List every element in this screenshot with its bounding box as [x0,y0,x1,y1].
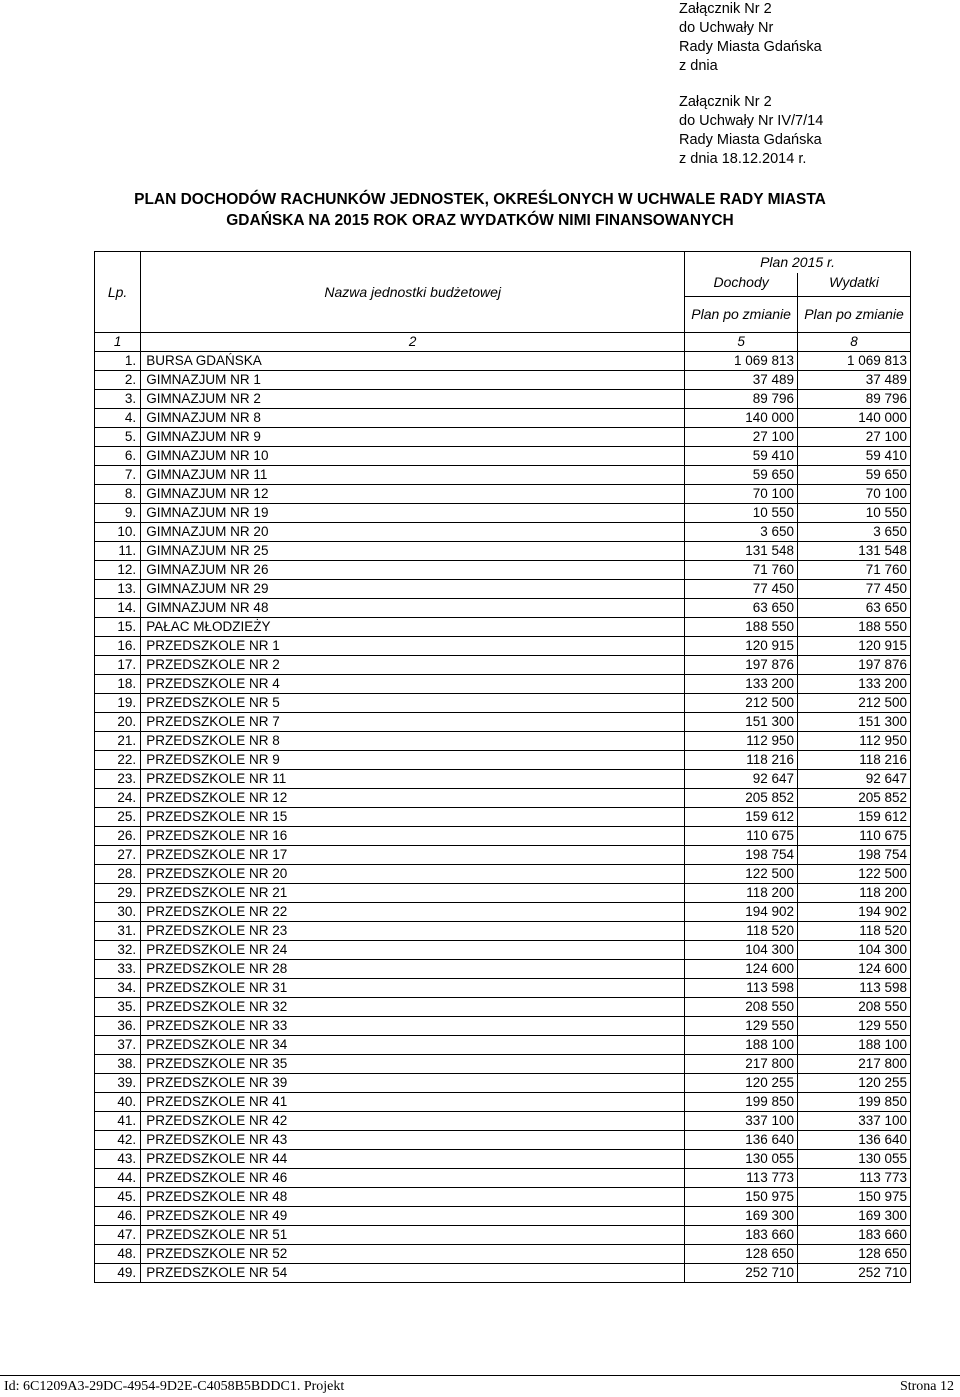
table-row [95,827,911,846]
row-income: 159 612 [685,808,798,827]
row-lp: 42. [95,1131,141,1150]
table-row [95,960,911,979]
table-row [95,1036,911,1055]
row-income: 120 255 [685,1074,798,1093]
row-income: 10 550 [685,504,798,523]
row-unit-name: PAŁAC MŁODZIEŻY [141,618,685,637]
row-lp: 29. [95,884,141,903]
table-row [95,675,911,694]
row-income: 92 647 [685,770,798,789]
row-unit-name: PRZEDSZKOLE NR 32 [141,998,685,1017]
table-row [95,732,911,751]
table-row [95,637,911,656]
table-row [95,485,911,504]
table-row [95,694,911,713]
row-expenses: 205 852 [798,789,911,808]
row-lp: 49. [95,1264,141,1283]
annex-line: do Uchwały Nr [679,20,774,36]
row-income: 124 600 [685,960,798,979]
row-income: 89 796 [685,390,798,409]
row-income: 71 760 [685,561,798,580]
row-expenses: 3 650 [798,523,911,542]
row-income: 133 200 [685,675,798,694]
table-row [95,998,911,1017]
row-expenses: 194 902 [798,903,911,922]
row-lp: 41. [95,1112,141,1131]
row-expenses: 118 200 [798,884,911,903]
row-expenses: 129 550 [798,1017,911,1036]
row-lp: 6. [95,447,141,466]
row-lp: 26. [95,827,141,846]
table-row [95,390,911,409]
row-unit-name: PRZEDSZKOLE NR 31 [141,979,685,998]
row-unit-name: GIMNAZJUM NR 2 [141,390,685,409]
row-income: 150 975 [685,1188,798,1207]
row-income: 131 548 [685,542,798,561]
row-income: 120 915 [685,637,798,656]
row-unit-name: GIMNAZJUM NR 12 [141,485,685,504]
row-expenses: 198 754 [798,846,911,865]
row-expenses: 136 640 [798,1131,911,1150]
row-expenses: 70 100 [798,485,911,504]
page-number: Strona 12 [899,1379,954,1394]
row-income: 130 055 [685,1150,798,1169]
row-lp: 17. [95,656,141,675]
row-lp: 36. [95,1017,141,1036]
row-income: 118 520 [685,922,798,941]
table-row [95,865,911,884]
row-lp: 19. [95,694,141,713]
row-income: 183 660 [685,1226,798,1245]
table-row [95,1264,911,1283]
header-income-sub: Plan po zmianie [685,296,798,332]
annex-line: Rady Miasta Gdańska [679,39,822,55]
row-expenses: 110 675 [798,827,911,846]
row-income: 27 100 [685,428,798,447]
table-row [95,1245,911,1264]
row-expenses: 112 950 [798,732,911,751]
annex-header-original [679,93,823,169]
row-unit-name: PRZEDSZKOLE NR 15 [141,808,685,827]
row-lp: 2. [95,371,141,390]
annex-line: z dnia [679,58,718,74]
row-income: 136 640 [685,1131,798,1150]
row-income: 77 450 [685,580,798,599]
row-expenses: 89 796 [798,390,911,409]
row-unit-name: PRZEDSZKOLE NR 5 [141,694,685,713]
row-expenses: 133 200 [798,675,911,694]
row-expenses: 130 055 [798,1150,911,1169]
table-row [95,1131,911,1150]
row-income: 37 489 [685,371,798,390]
row-income: 110 675 [685,827,798,846]
row-lp: 37. [95,1036,141,1055]
title-line: PLAN DOCHODÓW RACHUNKÓW JEDNOSTEK, OKREŚLONYCH W UCHWALE RADY MIASTA [134,191,826,208]
row-income: 129 550 [685,1017,798,1036]
row-unit-name: PRZEDSZKOLE NR 20 [141,865,685,884]
row-unit-name: PRZEDSZKOLE NR 1 [141,637,685,656]
table-row [95,922,911,941]
row-unit-name: GIMNAZJUM NR 20 [141,523,685,542]
row-expenses: 118 216 [798,751,911,770]
row-unit-name: PRZEDSZKOLE NR 7 [141,713,685,732]
row-unit-name: GIMNAZJUM NR 8 [141,409,685,428]
table-row [95,1207,911,1226]
row-unit-name: PRZEDSZKOLE NR 16 [141,827,685,846]
annex-line: Załącznik Nr 2 [679,94,772,110]
page-footer [0,1375,960,1397]
header-unit-name: Nazwa jednostki budżetowej [141,252,685,333]
row-income: 118 200 [685,884,798,903]
annex-header-current [679,0,822,76]
row-income: 70 100 [685,485,798,504]
row-lp: 30. [95,903,141,922]
row-lp: 38. [95,1055,141,1074]
row-expenses: 63 650 [798,599,911,618]
table-row [95,1150,911,1169]
row-expenses: 122 500 [798,865,911,884]
row-expenses: 118 520 [798,922,911,941]
row-income: 208 550 [685,998,798,1017]
table-row [95,504,911,523]
row-expenses: 128 650 [798,1245,911,1264]
row-expenses: 124 600 [798,960,911,979]
row-expenses: 151 300 [798,713,911,732]
row-unit-name: GIMNAZJUM NR 26 [141,561,685,580]
row-lp: 16. [95,637,141,656]
table-row [95,713,911,732]
row-unit-name: PRZEDSZKOLE NR 44 [141,1150,685,1169]
row-income: 3 650 [685,523,798,542]
row-unit-name: GIMNAZJUM NR 11 [141,466,685,485]
row-lp: 25. [95,808,141,827]
table-row [95,903,911,922]
row-unit-name: PRZEDSZKOLE NR 39 [141,1074,685,1093]
row-lp: 31. [95,922,141,941]
row-expenses: 188 100 [798,1036,911,1055]
row-lp: 11. [95,542,141,561]
table-row [95,789,911,808]
column-number: 5 [685,333,798,352]
row-expenses: 208 550 [798,998,911,1017]
table-row [95,580,911,599]
row-expenses: 37 489 [798,371,911,390]
row-expenses: 71 760 [798,561,911,580]
row-unit-name: PRZEDSZKOLE NR 4 [141,675,685,694]
row-unit-name: PRZEDSZKOLE NR 42 [141,1112,685,1131]
row-income: 205 852 [685,789,798,808]
row-lp: 35. [95,998,141,1017]
table-row [95,979,911,998]
row-income: 194 902 [685,903,798,922]
row-lp: 33. [95,960,141,979]
row-income: 118 216 [685,751,798,770]
row-income: 337 100 [685,1112,798,1131]
row-income: 113 598 [685,979,798,998]
row-expenses: 150 975 [798,1188,911,1207]
row-unit-name: PRZEDSZKOLE NR 2 [141,656,685,675]
row-income: 212 500 [685,694,798,713]
row-expenses: 120 255 [798,1074,911,1093]
row-unit-name: PRZEDSZKOLE NR 12 [141,789,685,808]
row-expenses: 199 850 [798,1093,911,1112]
annex-line: Załącznik Nr 2 [679,1,772,17]
row-expenses: 131 548 [798,542,911,561]
header-expenses-sub: Plan po zmianie [798,296,911,332]
row-unit-name: PRZEDSZKOLE NR 46 [141,1169,685,1188]
annex-line: z dnia 18.12.2014 r. [679,151,807,167]
row-income: 1 069 813 [685,352,798,371]
row-unit-name: PRZEDSZKOLE NR 9 [141,751,685,770]
row-lp: 46. [95,1207,141,1226]
row-unit-name: PRZEDSZKOLE NR 28 [141,960,685,979]
header-plan: Plan 2015 r. [685,252,911,273]
header-expenses: Wydatki [798,273,911,296]
row-lp: 4. [95,409,141,428]
row-expenses: 104 300 [798,941,911,960]
row-expenses: 92 647 [798,770,911,789]
annex-line: Rady Miasta Gdańska [679,132,822,148]
row-income: 188 550 [685,618,798,637]
row-income: 59 410 [685,447,798,466]
row-unit-name: PRZEDSZKOLE NR 33 [141,1017,685,1036]
row-lp: 20. [95,713,141,732]
row-lp: 40. [95,1093,141,1112]
row-income: 217 800 [685,1055,798,1074]
row-unit-name: PRZEDSZKOLE NR 24 [141,941,685,960]
row-unit-name: PRZEDSZKOLE NR 17 [141,846,685,865]
header-lp: Lp. [95,252,141,333]
row-income: 199 850 [685,1093,798,1112]
table-row [95,466,911,485]
budget-table [94,251,911,1283]
row-unit-name: GIMNAZJUM NR 9 [141,428,685,447]
row-unit-name: GIMNAZJUM NR 25 [141,542,685,561]
row-unit-name: PRZEDSZKOLE NR 22 [141,903,685,922]
table-row [95,561,911,580]
table-row [95,751,911,770]
row-unit-name: BURSA GDAŃSKA [141,352,685,371]
row-lp: 39. [95,1074,141,1093]
table-row [95,770,911,789]
row-unit-name: PRZEDSZKOLE NR 23 [141,922,685,941]
table-row [95,808,911,827]
row-income: 140 000 [685,409,798,428]
row-expenses: 217 800 [798,1055,911,1074]
row-expenses: 113 598 [798,979,911,998]
row-expenses: 252 710 [798,1264,911,1283]
row-income: 169 300 [685,1207,798,1226]
table-row [95,656,911,675]
row-expenses: 188 550 [798,618,911,637]
table-row [95,1093,911,1112]
row-expenses: 1 069 813 [798,352,911,371]
row-expenses: 27 100 [798,428,911,447]
row-expenses: 77 450 [798,580,911,599]
row-lp: 12. [95,561,141,580]
row-income: 151 300 [685,713,798,732]
row-lp: 15. [95,618,141,637]
row-unit-name: PRZEDSZKOLE NR 51 [141,1226,685,1245]
row-income: 113 773 [685,1169,798,1188]
row-expenses: 113 773 [798,1169,911,1188]
row-unit-name: GIMNAZJUM NR 10 [141,447,685,466]
table-row [95,523,911,542]
row-income: 197 876 [685,656,798,675]
row-lp: 34. [95,979,141,998]
row-lp: 48. [95,1245,141,1264]
row-expenses: 212 500 [798,694,911,713]
row-lp: 8. [95,485,141,504]
row-expenses: 197 876 [798,656,911,675]
column-number: 8 [798,333,911,352]
table-row [95,1074,911,1093]
row-lp: 7. [95,466,141,485]
row-unit-name: PRZEDSZKOLE NR 49 [141,1207,685,1226]
row-income: 128 650 [685,1245,798,1264]
row-income: 59 650 [685,466,798,485]
row-lp: 9. [95,504,141,523]
table-row [95,447,911,466]
row-expenses: 169 300 [798,1207,911,1226]
row-lp: 22. [95,751,141,770]
row-unit-name: GIMNAZJUM NR 19 [141,504,685,523]
row-unit-name: GIMNAZJUM NR 1 [141,371,685,390]
row-unit-name: PRZEDSZKOLE NR 21 [141,884,685,903]
row-unit-name: PRZEDSZKOLE NR 35 [141,1055,685,1074]
row-unit-name: PRZEDSZKOLE NR 52 [141,1245,685,1264]
title-line: GDAŃSKA NA 2015 ROK ORAZ WYDATKÓW NIMI FINANSOWANYCH [226,212,734,229]
table-row [95,542,911,561]
row-unit-name: PRZEDSZKOLE NR 41 [141,1093,685,1112]
row-expenses: 10 550 [798,504,911,523]
row-unit-name: PRZEDSZKOLE NR 34 [141,1036,685,1055]
table-row [95,371,911,390]
table-row [95,1226,911,1245]
row-unit-name: PRZEDSZKOLE NR 8 [141,732,685,751]
row-unit-name: GIMNAZJUM NR 29 [141,580,685,599]
table-row [95,1112,911,1131]
row-lp: 10. [95,523,141,542]
row-lp: 44. [95,1169,141,1188]
row-lp: 13. [95,580,141,599]
row-expenses: 120 915 [798,637,911,656]
row-income: 112 950 [685,732,798,751]
row-lp: 5. [95,428,141,447]
header-income: Dochody [685,273,798,296]
row-lp: 24. [95,789,141,808]
table-row [95,941,911,960]
table-row [95,409,911,428]
row-unit-name: PRZEDSZKOLE NR 43 [141,1131,685,1150]
annex-line: do Uchwały Nr IV/7/14 [679,113,824,129]
row-lp: 43. [95,1150,141,1169]
column-number: 2 [141,333,685,352]
row-expenses: 159 612 [798,808,911,827]
table-row [95,884,911,903]
document-id: Id: 6C1209A3-29DC-4954-9D2E-C4058B5BDDC1. Projekt [4,1379,345,1394]
row-expenses: 140 000 [798,409,911,428]
row-unit-name: PRZEDSZKOLE NR 54 [141,1264,685,1283]
table-row [95,1017,911,1036]
row-lp: 1. [95,352,141,371]
row-income: 122 500 [685,865,798,884]
row-income: 63 650 [685,599,798,618]
row-lp: 3. [95,390,141,409]
row-lp: 32. [95,941,141,960]
row-income: 188 100 [685,1036,798,1055]
table-row [95,846,911,865]
row-expenses: 337 100 [798,1112,911,1131]
table-row [95,618,911,637]
row-lp: 21. [95,732,141,751]
row-lp: 27. [95,846,141,865]
row-unit-name: PRZEDSZKOLE NR 11 [141,770,685,789]
table-row [95,1055,911,1074]
row-expenses: 59 410 [798,447,911,466]
row-lp: 45. [95,1188,141,1207]
row-expenses: 183 660 [798,1226,911,1245]
row-income: 104 300 [685,941,798,960]
row-income: 198 754 [685,846,798,865]
row-lp: 23. [95,770,141,789]
row-expenses: 59 650 [798,466,911,485]
row-lp: 18. [95,675,141,694]
row-income: 252 710 [685,1264,798,1283]
row-unit-name: GIMNAZJUM NR 48 [141,599,685,618]
document-title [0,189,960,231]
table-row [95,1169,911,1188]
table-row [95,352,911,371]
row-unit-name: PRZEDSZKOLE NR 48 [141,1188,685,1207]
row-lp: 28. [95,865,141,884]
row-lp: 47. [95,1226,141,1245]
column-number: 1 [95,333,141,352]
table-row [95,599,911,618]
row-lp: 14. [95,599,141,618]
table-row [95,428,911,447]
table-row [95,1188,911,1207]
